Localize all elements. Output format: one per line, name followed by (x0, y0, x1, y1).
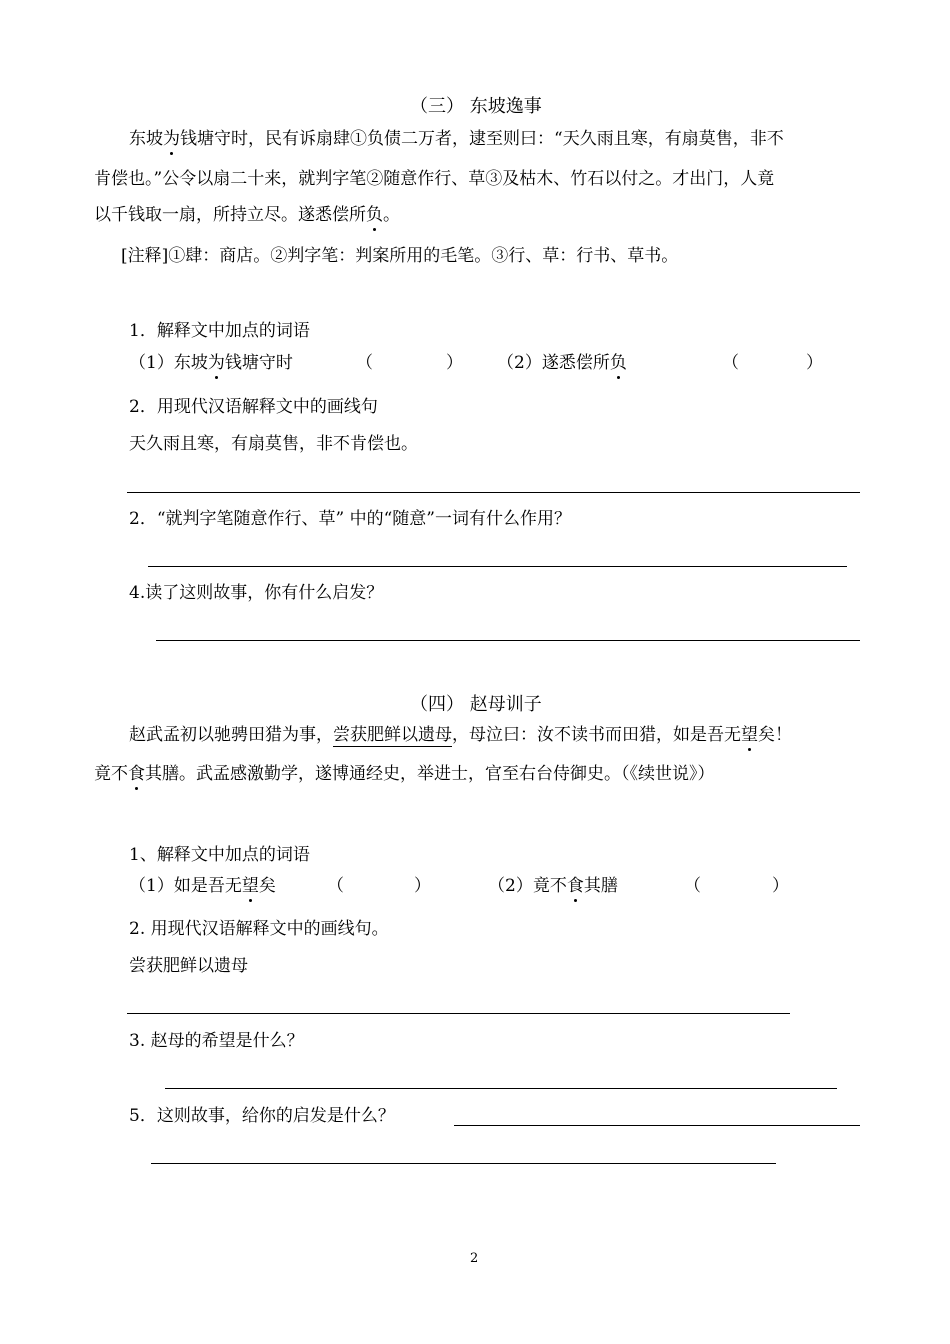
underlined-sentence: 天久雨且寒，有扇莫售，非不肯偿也。 (129, 434, 418, 454)
passage-text: 东坡 (129, 129, 163, 149)
passage-text: 以千钱取一扇，所持立尽。遂悉偿所 (94, 205, 366, 225)
question-text: （2）遂悉偿所 (497, 353, 610, 373)
question-text: （2）竟不 (488, 876, 567, 896)
dotted-word: 负 (609, 353, 627, 373)
question-1-label: 1、解释文中加点的词语 (129, 845, 310, 865)
answer-line[interactable] (151, 1163, 776, 1164)
page-number: 2 (470, 1251, 479, 1266)
answer-line[interactable] (156, 640, 860, 641)
question-1a (129, 355, 293, 372)
answer-paren-close: ） (772, 876, 789, 896)
section-title-zhaomu: （四） 赵母训子 (410, 694, 542, 715)
answer-paren-open: （ (327, 876, 344, 896)
question-3-label: 2．“就判字笔随意作行、草” 中的“随意”一词有什么作用？ (129, 509, 571, 529)
question-1a (129, 878, 276, 895)
dotted-word: 食 (566, 876, 584, 896)
answer-line[interactable] (148, 566, 847, 567)
answer-paren-close: ） (414, 876, 431, 896)
passage-text: 赵武孟初以驰骋田猎为事， (129, 725, 333, 745)
answer-line[interactable] (454, 1125, 860, 1126)
question-5-label: 5．这则故事，给你的启发是什么？ (129, 1106, 395, 1126)
dotted-word: 食 (128, 764, 145, 784)
annotation-note: [注释]①肆：商店。②判字笔：判案所用的毛笔。③行、草：行书、草书。 (121, 246, 679, 266)
question-2-label: 2．用现代汉语解释文中的画线句 (129, 397, 378, 417)
dotted-word: 为 (207, 353, 225, 373)
passage-text: 矣！ (758, 725, 792, 745)
question-1-label: 1．解释文中加点的词语 (129, 321, 310, 341)
answer-paren-close: ） (806, 353, 823, 373)
question-1b (488, 878, 618, 895)
question-text: （1）如是吾无 (129, 876, 242, 896)
passage-text: 竟不 (94, 764, 128, 784)
dotted-word: 望 (241, 876, 259, 896)
passage-line (129, 727, 792, 744)
passage-line (129, 131, 784, 148)
answer-paren-open: （ (356, 353, 373, 373)
dotted-word: 望 (741, 725, 758, 745)
question-2-label: 2. 用现代汉语解释文中的画线句。 (129, 919, 389, 939)
dotted-word: 为 (163, 129, 180, 149)
answer-line[interactable] (127, 1013, 790, 1014)
passage-line (94, 766, 715, 783)
question-text: 钱塘守时 (224, 353, 293, 373)
passage-line (94, 207, 400, 224)
answer-line[interactable] (127, 492, 860, 493)
answer-line[interactable] (165, 1088, 837, 1089)
passage-line: 肯偿也。”公令以扇二十来，就判字笔②随意作行、草③及枯木、竹石以付之。才出门，人竟 (94, 169, 775, 189)
answer-paren-open: （ (722, 353, 739, 373)
underlined-sentence: 尝获肥鲜以遗母 (129, 956, 248, 976)
dotted-word: 负 (366, 205, 383, 225)
passage-text: 其膳。武孟感激勤学，遂博通经史，举进士，官至右台侍御史。（《续世说》） (145, 764, 715, 784)
answer-paren-close: ） (446, 353, 463, 373)
passage-text: ，母泣曰：汝不读书而田猎，如是吾无 (452, 725, 741, 745)
question-text: 矣 (258, 876, 276, 896)
question-1b (497, 355, 627, 372)
question-4-label: 4.读了这则故事，你有什么启发？ (129, 583, 384, 603)
answer-paren-open: （ (684, 876, 701, 896)
passage-text: 钱塘守时，民有诉扇肆①负债二万者，逮至则曰：“天久雨且寒，有扇莫售，非不 (180, 129, 784, 149)
question-text: （1）东坡 (129, 353, 208, 373)
underlined-phrase: 尝获肥鲜以遗母 (333, 725, 452, 745)
question-3-label: 3. 赵母的希望是什么？ (129, 1031, 304, 1051)
passage-text: 。 (383, 205, 400, 225)
question-text: 其膳 (583, 876, 618, 896)
section-title-dongpo: （三） 东坡逸事 (410, 96, 542, 117)
